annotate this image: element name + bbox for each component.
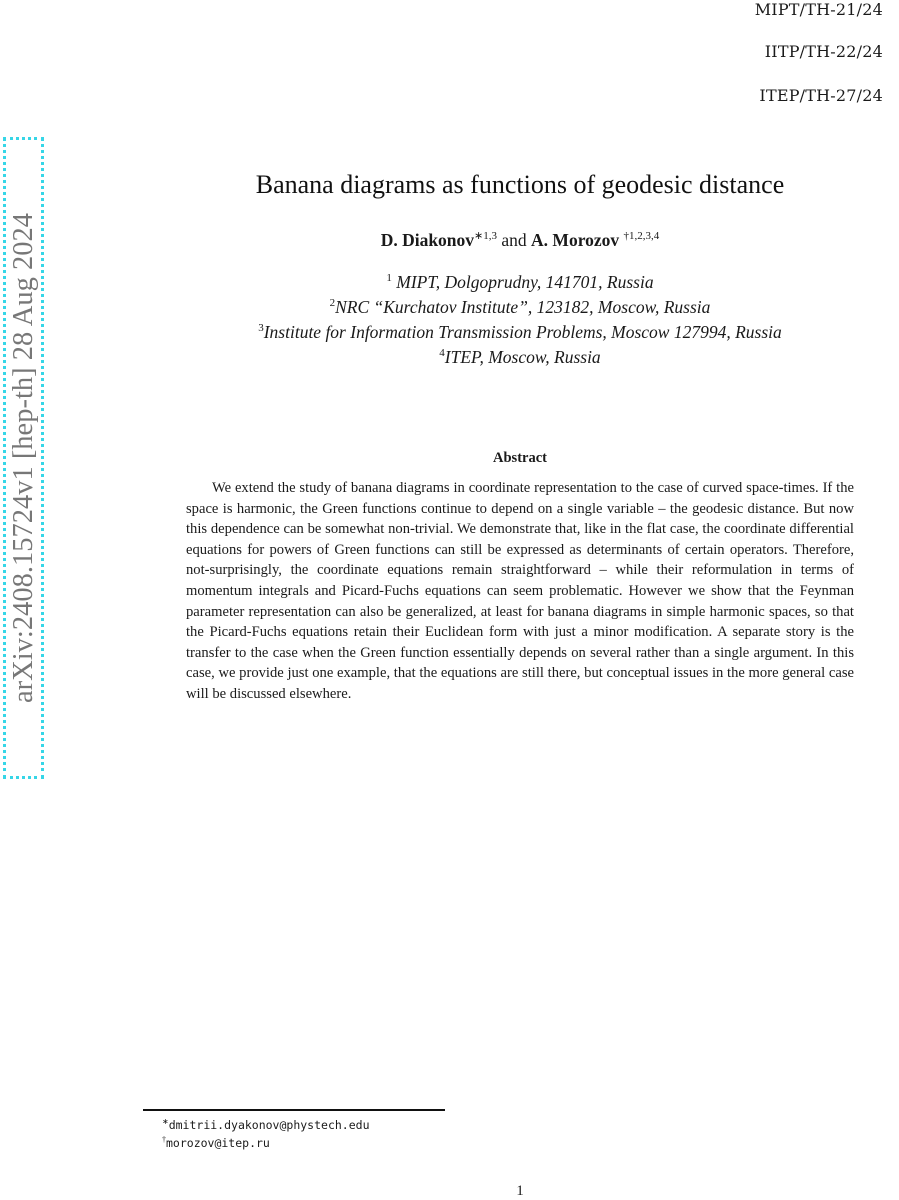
author-marks: †1,2,3,4 xyxy=(623,230,660,242)
footnote-mark: ∗ xyxy=(162,1117,169,1126)
author-connector: and xyxy=(501,230,527,250)
page-number: 1 xyxy=(516,1183,524,1199)
report-number: ITEP/TH-27/24 xyxy=(759,86,883,105)
footnote-email: morozov@itep.ru xyxy=(166,1136,270,1150)
affiliation-text: MIPT, Dolgoprudny, 141701, Russia xyxy=(391,272,654,292)
footnote-mark: † xyxy=(162,1135,166,1144)
author-name: D. Diakonov xyxy=(380,230,475,250)
affiliation-mark: 1 xyxy=(386,272,392,284)
footnote xyxy=(162,1117,370,1132)
affiliation-text: Institute for Information Transmission Problems, Moscow 127994, Russia xyxy=(263,322,782,342)
affiliation-text: NRC “Kurchatov Institute”, 123182, Moscow, Russia xyxy=(335,297,711,317)
affiliation-text: ITEP, Moscow, Russia xyxy=(444,347,601,367)
footnote-email: dmitrii.dyakonov@phystech.edu xyxy=(168,1118,370,1132)
report-number: IITP/TH-22/24 xyxy=(764,42,883,61)
abstract-text: We extend the study of banana diagrams in coordinate representation to the case of curved space-times. If the space is harmonic, the Green functions continue to depend on a single variable – the geodesic distance. But now this dependence can be somewhat non-trivial. We demonstrate that, like in the flat case, the coordinate differential equations for powers of Green functions can still be expressed as determinants of certain operators. Therefore, not-surprisingly, the coordinate equations remain straightforward – while their reformulation in terms of momentum integrals and Picard-Fuchs equations can seem problematic. However we show that the Feynman parameter representation can also be generalized, at least for banana diagrams in simple harmonic spaces, so that the Picard-Fuchs equations retain their Euclidean form with just a minor modification. A separate story is the transfer to the case when the Green function essentially depends on several rather than a single argument. In this case, we provide just one example, that the equations are still there, but conceptual issues in the more general case will be discussed elsewhere. xyxy=(186,480,854,702)
affiliation xyxy=(0,297,899,318)
affiliation xyxy=(0,322,899,343)
abstract-heading: Abstract xyxy=(493,450,547,466)
paper-title: Banana diagrams as functions of geodesic distance xyxy=(255,170,785,199)
report-number: MIPT/TH-21/24 xyxy=(754,0,883,19)
affiliation-mark: 2 xyxy=(329,297,336,309)
author-line xyxy=(0,229,899,251)
arxiv-identifier: arXiv:2408.15724v1 [hep-th] 28 Aug 2024 xyxy=(7,213,39,703)
author-name: A. Morozov xyxy=(531,230,620,250)
footnote-rule xyxy=(143,1109,445,1111)
author-marks: ∗1,3 xyxy=(474,230,498,242)
affiliation xyxy=(0,272,899,293)
affiliation-mark: 3 xyxy=(258,322,264,334)
affiliation-mark: 4 xyxy=(439,347,445,359)
footnote xyxy=(162,1135,270,1150)
affiliation xyxy=(0,347,899,368)
